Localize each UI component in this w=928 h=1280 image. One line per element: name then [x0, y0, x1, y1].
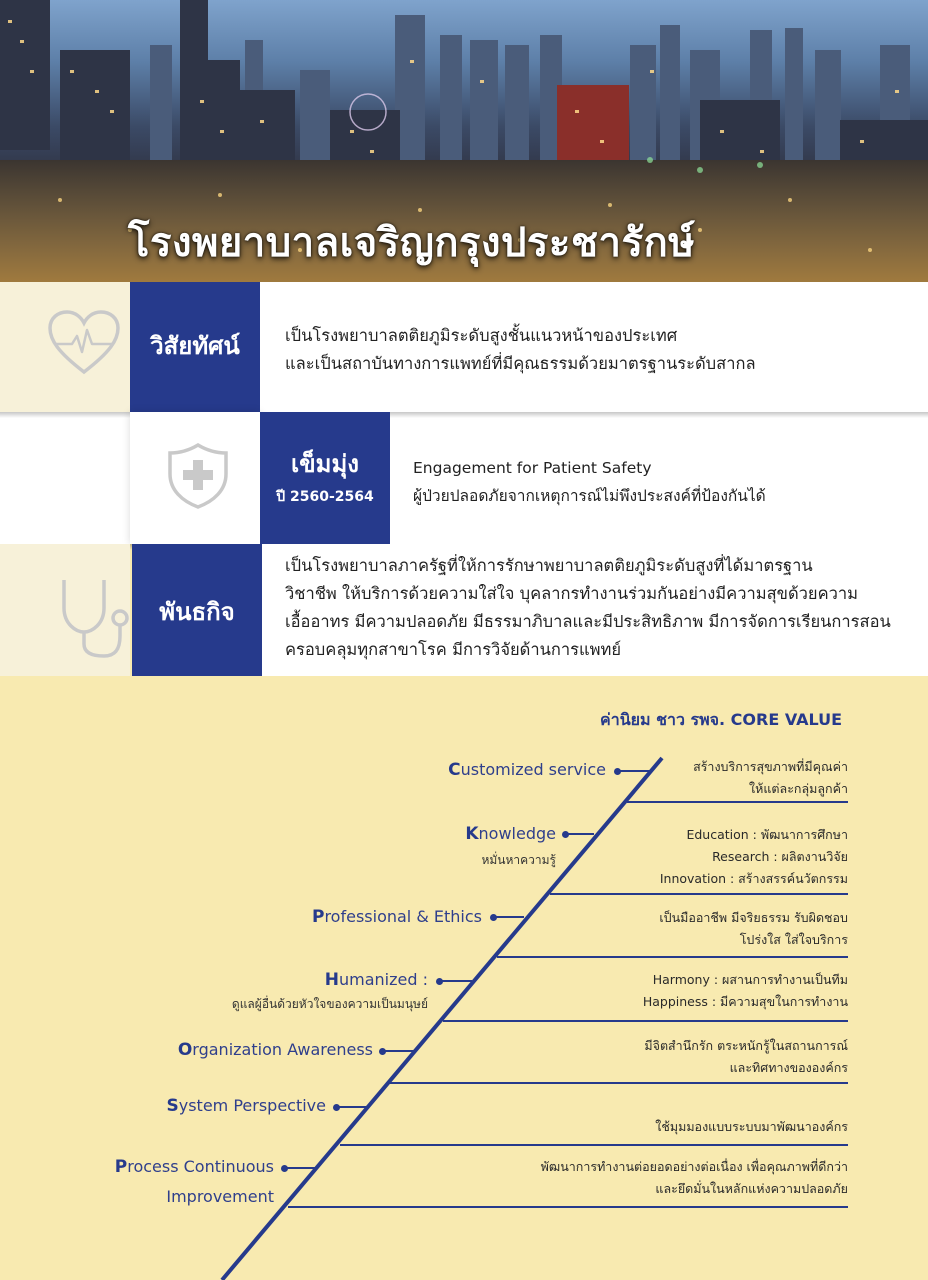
core-value-name: System Perspective — [166, 1096, 326, 1116]
core-value-description: เป็นมืออาชีพ มีจริยธรรม รับผิดชอบ โปร่งใส ใส่ใจบริการ — [659, 910, 848, 947]
core-value-description: Harmony : ผสานการทำงานเป็นทีม Happiness : มีความสุขในการทำงาน — [642, 972, 848, 1009]
core-value-name-continued: Improvement — [166, 1187, 274, 1206]
core-value-description: ใช้มุมมองแบบระบบมาพัฒนาองค์กร — [655, 1119, 848, 1134]
core-value-name: Professional & Ethics — [311, 907, 482, 927]
divider-line — [390, 1082, 848, 1084]
mission-line: เป็นโรงพยาบาลภาครัฐที่ให้การรักษาพยาบาลตติยภูมิระดับสูงที่ได้มาตรฐาน — [285, 556, 813, 575]
core-value-subtitle: ดูแลผู้อื่นด้วยหัวใจของความเป็นมนุษย์ — [231, 997, 428, 1011]
divider-line — [627, 801, 848, 803]
connector-line — [568, 833, 594, 835]
connector-line — [442, 980, 472, 982]
core-value-description: สร้างบริการสุขภาพที่มีคุณค่า ให้แต่ละกลุ่มลูกค้า — [693, 759, 848, 796]
connector-line — [496, 916, 524, 918]
goal-line-thai: ผู้ป่วยปลอดภัยจากเหตุการณ์ไม่พึงประสงค์ที่ป้องกันได้ — [413, 487, 766, 505]
goal-line-english: Engagement for Patient Safety — [413, 459, 652, 477]
divider-line — [340, 1144, 848, 1146]
divider-line — [288, 1206, 848, 1208]
core-value-description: Education : พัฒนาการศึกษา Research : ผลิตงานวิจัย Innovation : สร้างสรรค์นวัตกรรม — [659, 827, 848, 886]
mission-line: เอื้ออาทร มีความปลอดภัย มีธรรมาภิบาลและมีประสิทธิภาพ มีการจัดการเรียนการสอน — [285, 612, 891, 631]
mission-line: ครอบคลุมทุกสาขาโรค มีการวิจัยด้านการแพทย์ — [285, 640, 622, 659]
core-value-name: Customized service — [448, 760, 606, 780]
vision-label: วิสัยทัศน์ — [150, 332, 240, 360]
hospital-name-title: โรงพยาบาลเจริญกรุงประชารักษ์ — [128, 220, 696, 266]
core-value-subtitle: หมั่นหาความรู้ — [481, 853, 556, 867]
mission-label: พันธกิจ — [159, 598, 235, 626]
core-values-title: ค่านิยม ชาว รพจ. CORE VALUE — [600, 710, 843, 729]
core-value-description: มีจิตสำนึกรัก ตระหนักรู้ในสถานการณ์ และทิศทางขององค์กร — [644, 1038, 848, 1075]
goal-label: เข็มมุ่ง — [291, 450, 359, 478]
core-value-name: Process Continuous — [114, 1157, 274, 1177]
core-value-name: Organization Awareness — [177, 1040, 373, 1060]
goal-years: ปี 2560-2564 — [276, 489, 374, 505]
connector-line — [339, 1106, 367, 1108]
connector-line — [287, 1167, 317, 1169]
divider-line — [550, 893, 848, 895]
divider-line — [443, 1020, 848, 1022]
core-value-description: พัฒนาการทำงานต่อยอดอย่างต่อเนื่อง เพื่อคุณภาพที่ดีกว่า และยึดมั่นในหลักแห่งความปลอดภัย — [540, 1159, 848, 1196]
connector-line — [620, 770, 650, 772]
mission-line: วิชาชีพ ให้บริการด้วยความใส่ใจ บุคลากรทำงานร่วมกันอย่างมีความสุขด้วยความ — [285, 584, 859, 603]
core-value-name: Humanized : — [324, 970, 428, 990]
divider-line — [497, 956, 848, 958]
vision-line: และเป็นสถาบันทางการแพทย์ที่มีคุณธรรมด้วยมาตรฐานระดับสากล — [285, 354, 756, 373]
vision-line: เป็นโรงพยาบาลตติยภูมิระดับสูงชั้นแนวหน้าของประเทศ — [285, 326, 678, 345]
connector-line — [385, 1050, 415, 1052]
core-value-name: Knowledge — [465, 824, 556, 844]
